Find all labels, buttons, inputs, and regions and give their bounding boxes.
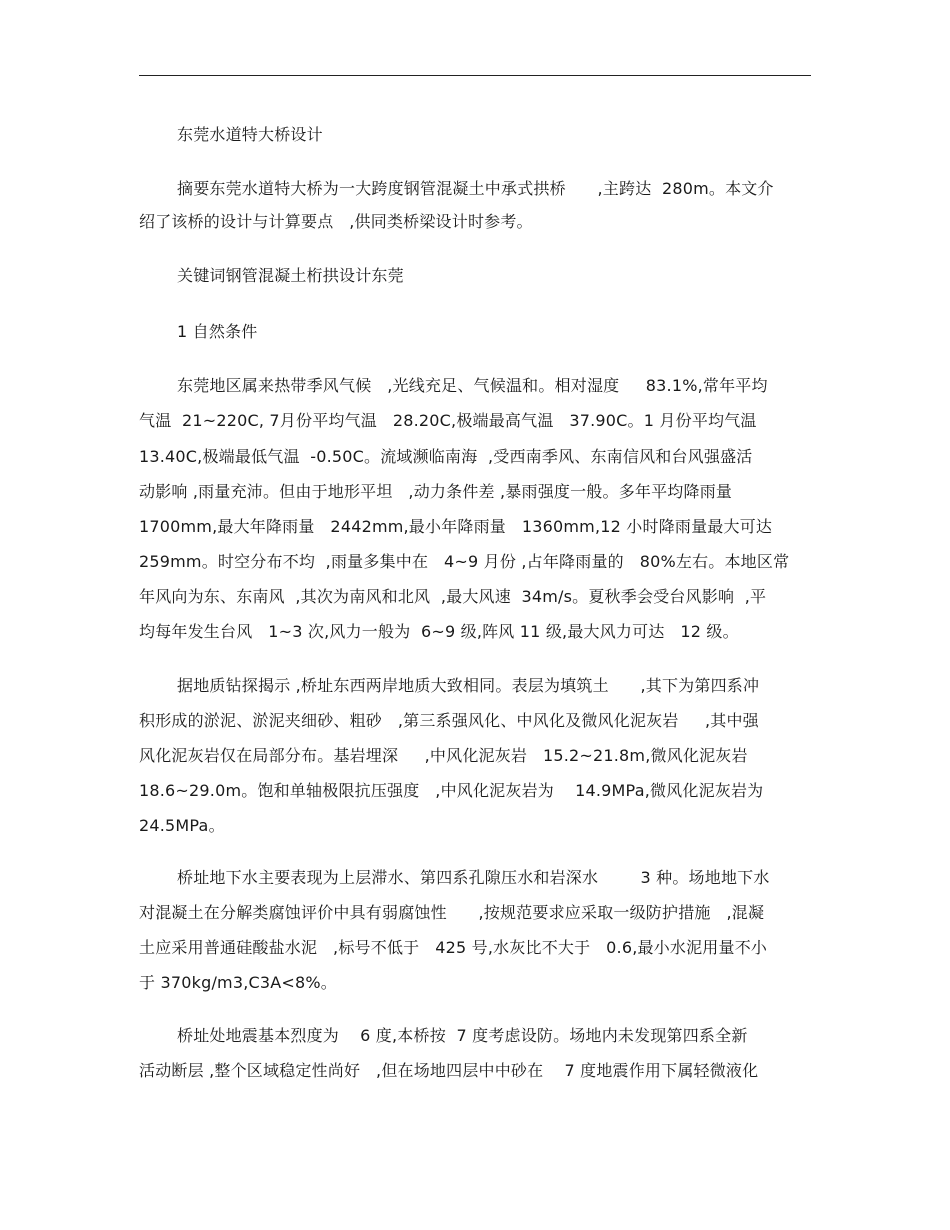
groundwater-line: 土应采用普通硅酸盐水泥 ,标号不低于 425 号,水灰比不大于 0.6,最小水泥用量不小: [139, 938, 768, 957]
climate-line: 1700mm,最大年降雨量 2442mm,最小年降雨量 1360mm,12 小时降雨量最大可达: [139, 517, 773, 536]
keywords: 关键词钢管混凝土桁拱设计东莞: [177, 266, 404, 285]
climate-line: 13.40C,极端最低气温 -0.50C。流域濒临南海 ,受西南季风、东南信风和台风强盛活: [139, 447, 753, 466]
geology-line: 据地质钻探揭示 ,桥址东西两岸地质大致相同。表层为填筑土 ,其下为第四系冲: [177, 676, 760, 695]
geology-line: 18.6~29.0m。饱和单轴极限抗压强度 ,中风化泥灰岩为 14.9MPa,微风化泥灰岩为: [139, 781, 764, 800]
climate-line: 气温 21~220C, 7月份平均气温 28.20C,极端最高气温 37.90C。1 月份平均气温: [139, 411, 757, 430]
geology-line: 风化泥灰岩仅在局部分布。基岩埋深 ,中风化泥灰岩 15.2~21.8m,微风化泥灰岩: [139, 746, 748, 765]
climate-line: 动影响 ,雨量充沛。但由于地形平坦 ,动力条件差 ,暴雨强度一般。多年平均降雨量: [139, 482, 733, 501]
groundwater-line: 对混凝土在分解类腐蚀评价中具有弱腐蚀性 ,按规范要求应采取一级防护措施 ,混凝: [139, 903, 765, 922]
section-heading: 1 自然条件: [177, 322, 258, 341]
abstract-line: 绍了该桥的设计与计算要点 ,供同类桥梁设计时参考。: [139, 212, 533, 231]
seismic-line: 活动断层 ,整个区域稳定性尚好 ,但在场地四层中中砂在 7 度地震作用下属轻微液化: [139, 1061, 759, 1080]
document-title: 东莞水道特大桥设计: [177, 125, 323, 144]
geology-line: 积形成的淤泥、淤泥夹细砂、粗砂 ,第三系强风化、中风化及微风化泥灰岩 ,其中强: [139, 711, 759, 730]
climate-line: 年风向为东、东南风 ,其次为南风和北风 ,最大风速 34m/s。夏秋季会受台风影响 ,平: [139, 587, 767, 606]
climate-line: 259mm。时空分布不均 ,雨量多集中在 4~9 月份 ,占年降雨量的 80%左右。本地区常: [139, 552, 790, 571]
header-rule: [139, 75, 811, 76]
climate-line: 东莞地区属来热带季风气候 ,光线充足、气候温和。相对湿度 83.1%,常年平均: [177, 376, 768, 395]
climate-line: 均每年发生台风 1~3 次,风力一般为 6~9 级,阵风 11 级,最大风力可达 12 级。: [139, 622, 739, 641]
geology-line: 24.5MPa。: [139, 816, 225, 835]
groundwater-line: 桥址地下水主要表现为上层滞水、第四系孔隙压水和岩深水 3 种。场地地下水: [177, 868, 770, 887]
seismic-line: 桥址处地震基本烈度为 6 度,本桥按 7 度考虑设防。场地内未发现第四系全新: [177, 1026, 748, 1045]
abstract-line: 摘要东莞水道特大桥为一大跨度钢管混凝土中承式拱桥 ,主跨达 280m。本文介: [177, 179, 774, 198]
groundwater-line: 于 370kg/m3,C3A<8%。: [139, 973, 337, 992]
